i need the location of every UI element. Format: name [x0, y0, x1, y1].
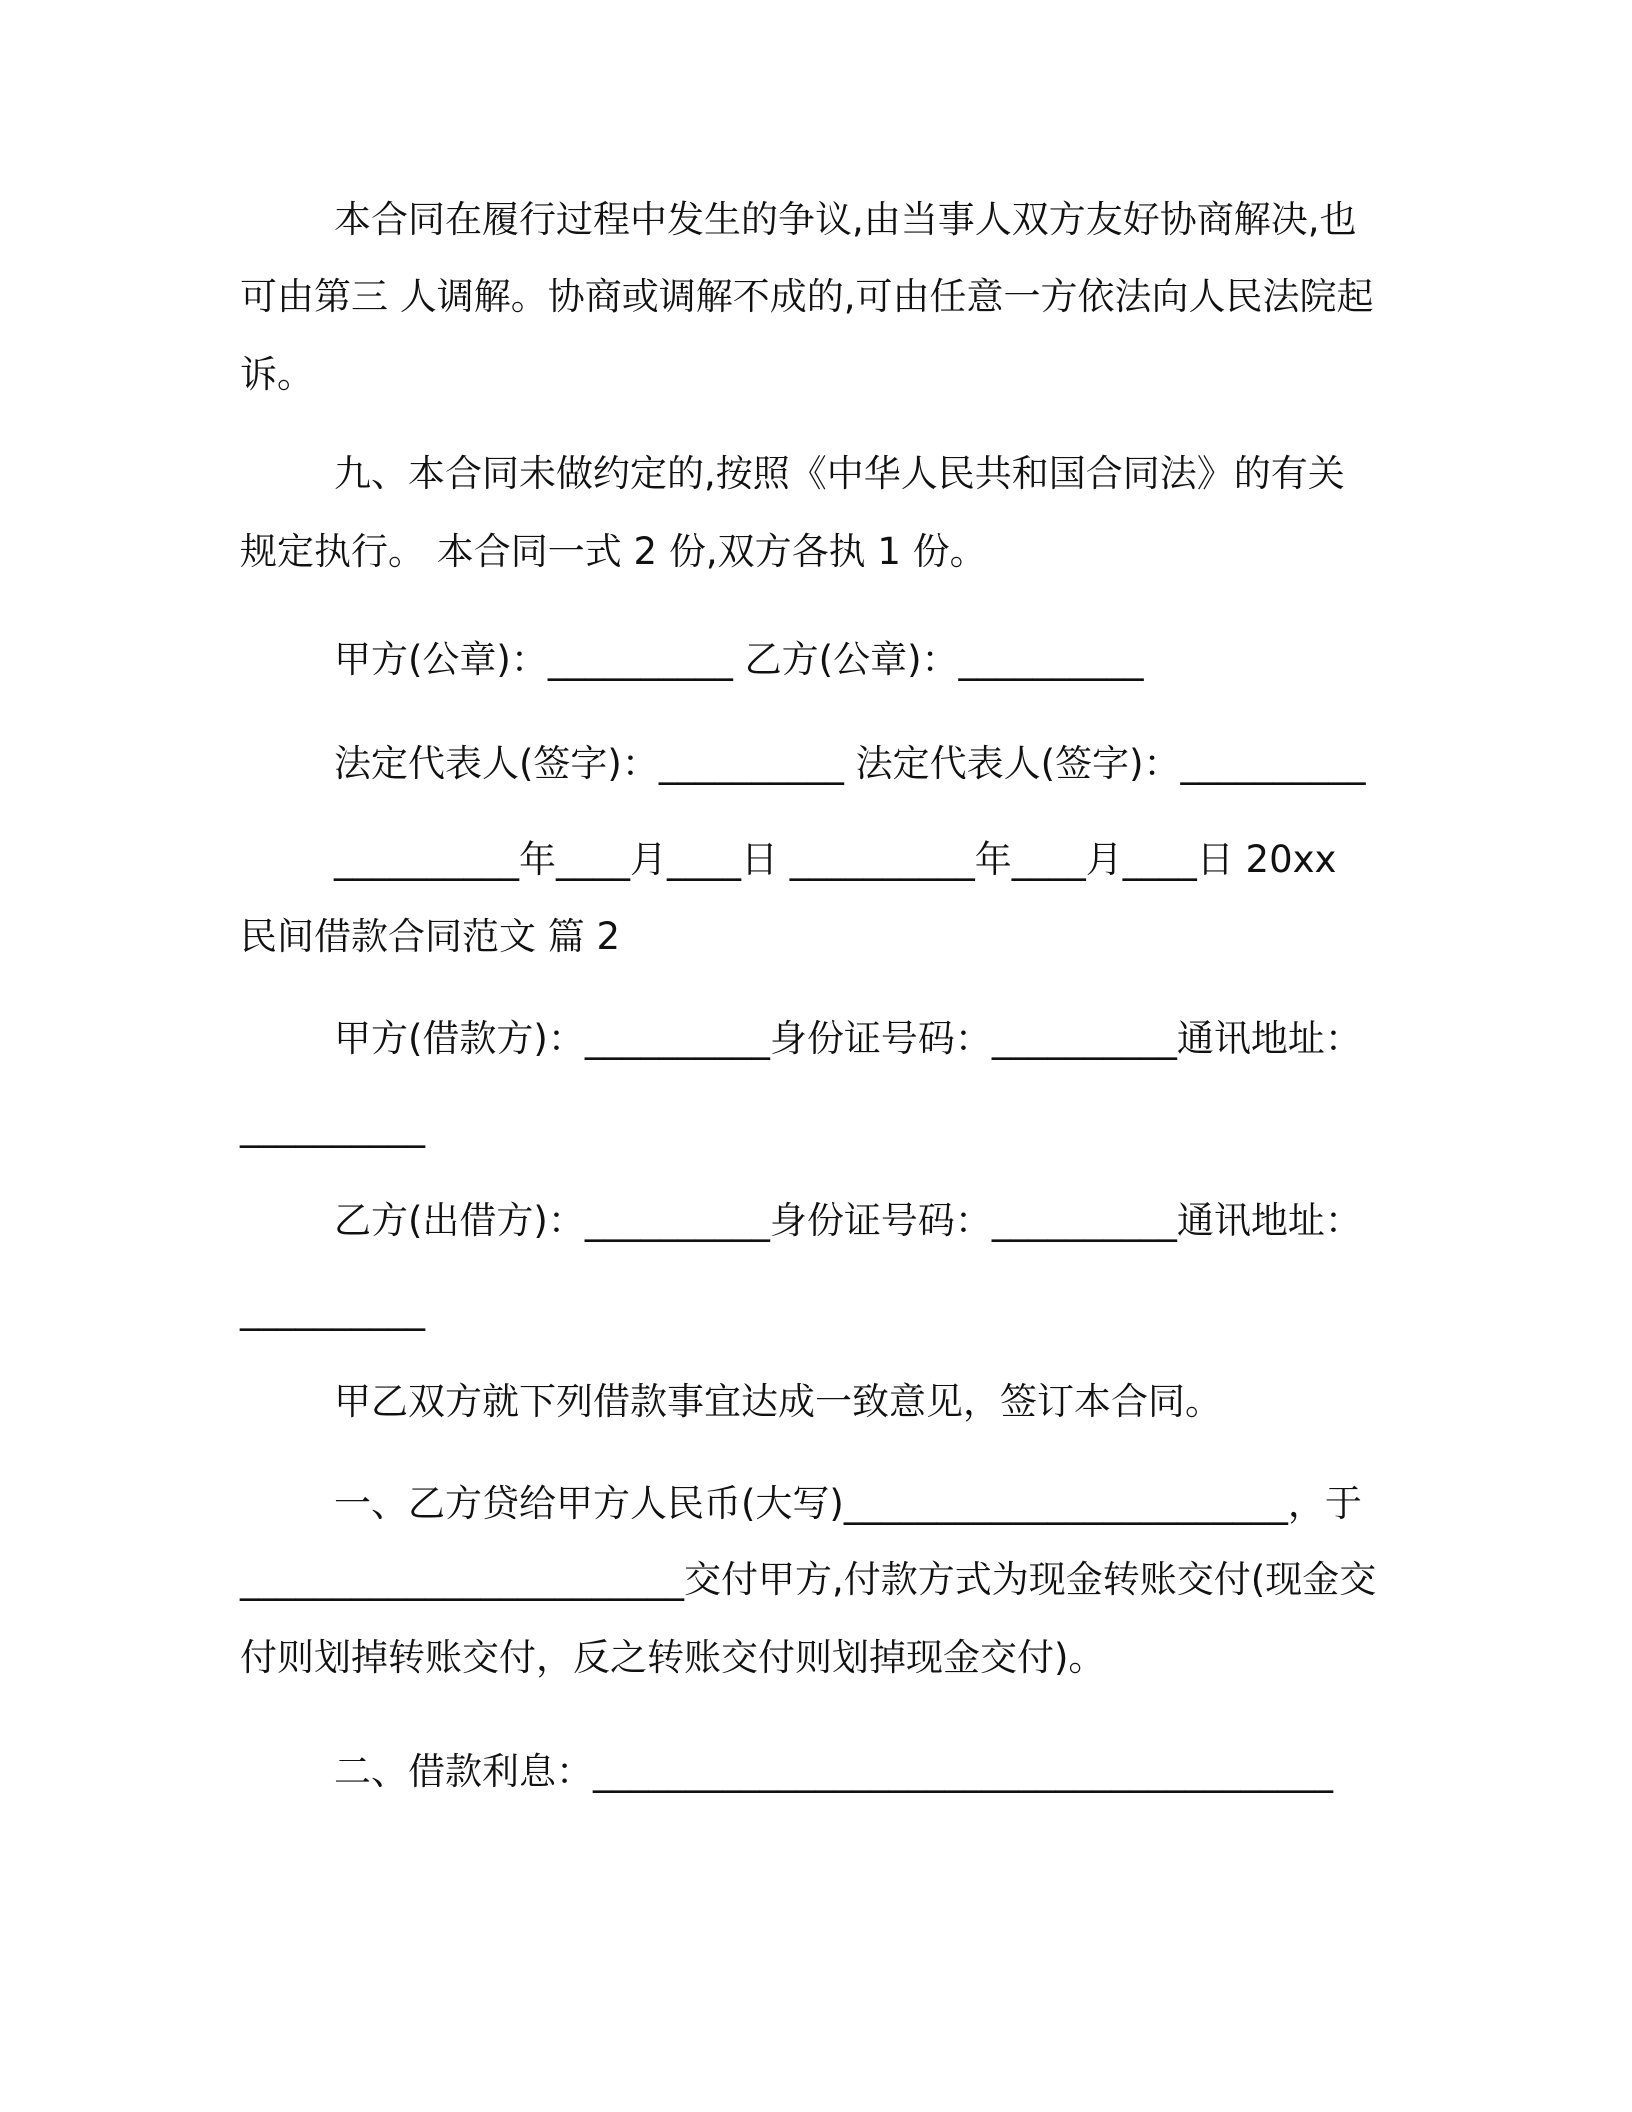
- interest-clause-line: 二、借款利息：________________________________________: [334, 1750, 1333, 1793]
- party-b-line: 乙方(出借方)：__________身份证号码：__________通讯地址：: [334, 1199, 1362, 1242]
- loan-clause-line: 一、乙方贷给甲方人民币(大写)________________________，于: [334, 1482, 1362, 1525]
- paragraph-line: 诉。: [240, 353, 314, 396]
- paragraph-line: 本合同在履行过程中发生的争议,由当事人双方友好协商解决,也: [334, 198, 1357, 241]
- signature-line-representative: 法定代表人(签字)：__________ 法定代表人(签字)：__________: [334, 742, 1366, 785]
- party-b-address-line: __________: [240, 1288, 425, 1331]
- signature-line-date: __________年____月____日 __________年____月____日 20xx: [334, 838, 1337, 881]
- loan-clause-line: ________________________交付甲方,付款方式为现金转账交付(现金交: [240, 1558, 1377, 1601]
- section-title: 民间借款合同范文 篇 2: [240, 915, 621, 958]
- paragraph-line: 九、本合同未做约定的,按照《中华人民共和国合同法》的有关: [334, 452, 1345, 495]
- paragraph-line: 规定执行。 本合同一式 2 份,双方各执 1 份。: [240, 530, 987, 573]
- agreement-paragraph: 甲乙双方就下列借款事宜达成一致意见，签订本合同。: [334, 1380, 1222, 1423]
- paragraph-line: 可由第三 人调解。协商或调解不成的,可由任意一方依法向人民法院起: [240, 275, 1374, 318]
- loan-clause-line: 付则划掉转账交付，反之转账交付则划掉现金交付)。: [240, 1636, 1106, 1679]
- party-a-line: 甲方(借款方)：__________身份证号码：__________通讯地址：: [334, 1017, 1362, 1060]
- signature-line-seal: 甲方(公章)：__________ 乙方(公章)：__________: [334, 638, 1144, 681]
- party-a-address-line: __________: [240, 1105, 425, 1148]
